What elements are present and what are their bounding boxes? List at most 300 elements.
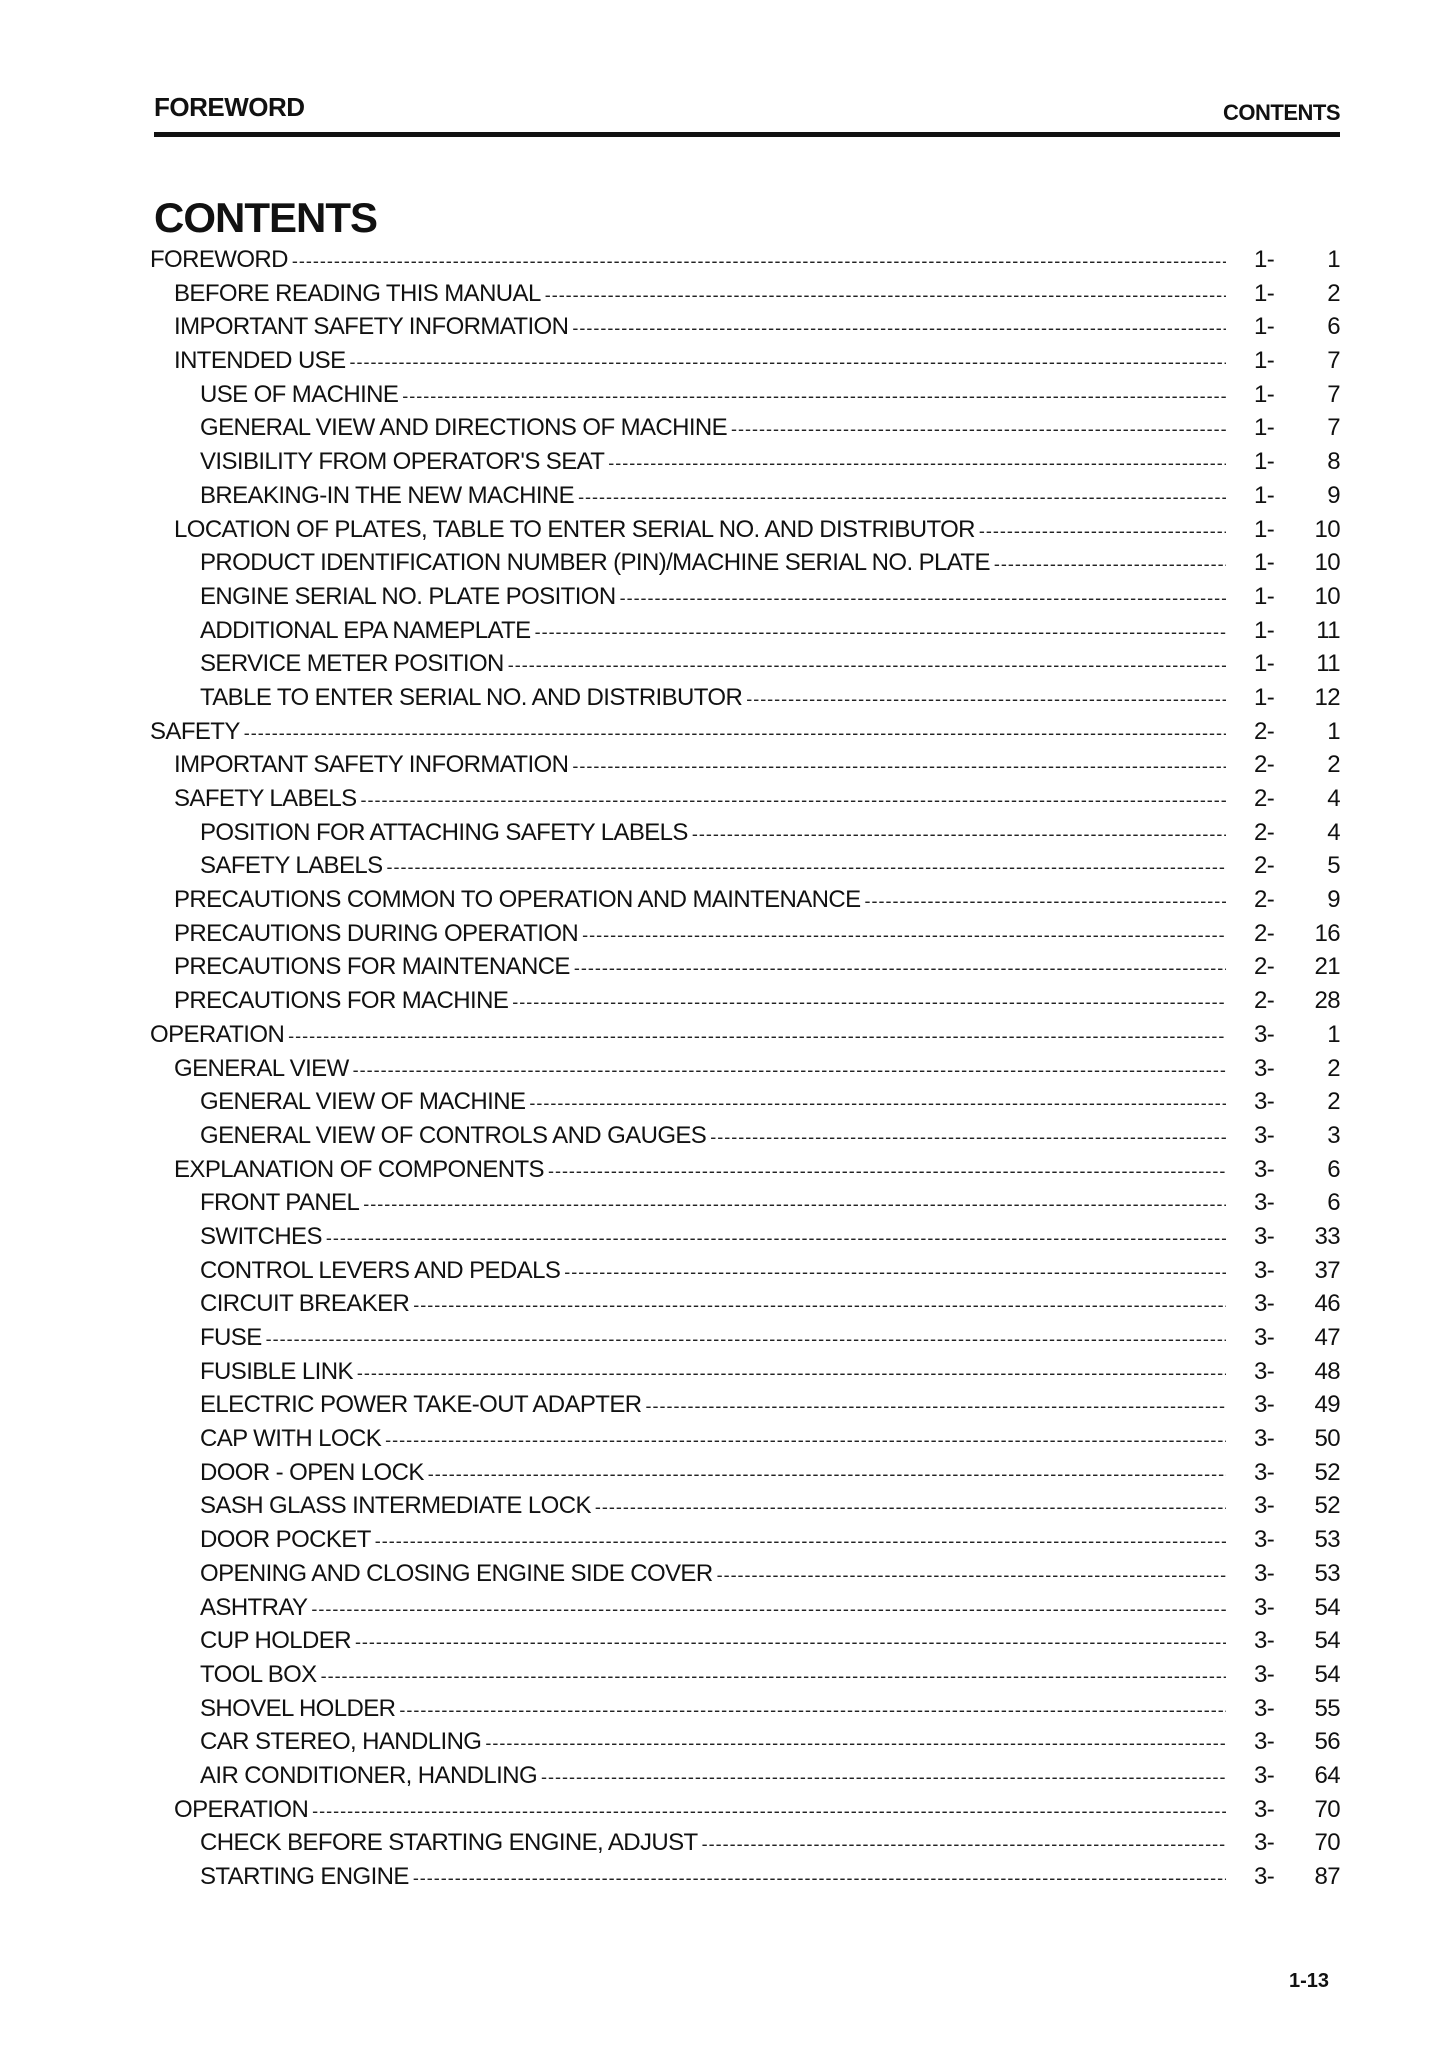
toc-entry[interactable] xyxy=(150,1692,1340,1726)
toc-entry-title: VISIBILITY FROM OPERATOR'S SEAT xyxy=(200,448,605,476)
toc-dot-leader xyxy=(710,1121,1226,1155)
toc-chapter-number: 3- xyxy=(1254,1391,1275,1419)
toc-dot-leader xyxy=(574,952,1226,986)
toc-page-number: 50 xyxy=(1314,1425,1340,1453)
toc-page-reference xyxy=(1230,647,1340,681)
toc-chapter-number: 2- xyxy=(1254,818,1275,846)
toc-chapter-number: 2- xyxy=(1254,852,1275,880)
toc-chapter-number: 1- xyxy=(1254,683,1275,711)
toc-page-reference xyxy=(1230,378,1340,412)
toc-dot-leader xyxy=(350,346,1227,380)
toc-entry[interactable] xyxy=(150,546,1340,580)
toc-chapter-number: 3- xyxy=(1254,1728,1275,1756)
toc-chapter-number: 1- xyxy=(1254,448,1275,476)
toc-page-number: 70 xyxy=(1314,1829,1340,1857)
toc-entry[interactable] xyxy=(150,1119,1340,1153)
toc-dot-leader xyxy=(385,1424,1226,1458)
toc-page-reference xyxy=(1230,782,1340,816)
toc-chapter-number: 1- xyxy=(1254,279,1275,307)
toc-page-reference xyxy=(1230,344,1340,378)
toc-dot-leader xyxy=(702,1828,1226,1862)
toc-entry[interactable] xyxy=(150,445,1340,479)
toc-page-reference xyxy=(1230,984,1340,1018)
toc-dot-leader xyxy=(361,784,1226,818)
toc-entry-title: SAFETY xyxy=(150,717,240,745)
toc-dot-leader xyxy=(535,616,1226,650)
toc-entry-title: FUSIBLE LINK xyxy=(200,1357,353,1385)
toc-page-reference xyxy=(1230,1860,1340,1894)
toc-page-reference xyxy=(1230,243,1340,277)
toc-entry[interactable] xyxy=(150,917,1340,951)
toc-page-reference xyxy=(1230,1422,1340,1456)
toc-page-reference xyxy=(1230,1085,1340,1119)
toc-page-reference xyxy=(1230,1692,1340,1726)
toc-entry-title: BEFORE READING THIS MANUAL xyxy=(174,279,541,307)
toc-dot-leader xyxy=(608,447,1226,481)
toc-dot-leader xyxy=(572,312,1226,346)
toc-dot-leader xyxy=(399,1694,1226,1728)
toc-page-number: 46 xyxy=(1314,1290,1340,1318)
toc-entry[interactable] xyxy=(150,715,1340,749)
toc-page-reference xyxy=(1230,1456,1340,1490)
toc-entry[interactable] xyxy=(150,1759,1340,1793)
toc-chapter-number: 2- xyxy=(1254,919,1275,947)
toc-dot-leader xyxy=(578,481,1226,515)
toc-entry[interactable] xyxy=(150,277,1340,311)
toc-chapter-number: 3- xyxy=(1254,1526,1275,1554)
toc-page-reference xyxy=(1230,1018,1340,1052)
toc-entry[interactable] xyxy=(150,1153,1340,1187)
toc-chapter-number: 3- xyxy=(1254,1121,1275,1149)
toc-entry[interactable] xyxy=(150,1489,1340,1523)
toc-page-reference xyxy=(1230,1658,1340,1692)
toc-dot-leader xyxy=(717,1559,1226,1593)
toc-chapter-number: 2- xyxy=(1254,717,1275,745)
toc-dot-leader xyxy=(428,1458,1226,1492)
toc-entry[interactable] xyxy=(150,1624,1340,1658)
toc-page-reference xyxy=(1230,1119,1340,1153)
toc-chapter-number: 3- xyxy=(1254,1593,1275,1621)
toc-page-number: 9 xyxy=(1327,481,1340,509)
toc-entry-title: SAFETY LABELS xyxy=(174,785,357,812)
toc-page-number: 12 xyxy=(1314,683,1340,711)
toc-chapter-number: 3- xyxy=(1254,1694,1275,1722)
toc-entry-title: IMPORTANT SAFETY INFORMATION xyxy=(174,751,569,779)
toc-dot-leader xyxy=(692,818,1226,852)
toc-page-number: 52 xyxy=(1314,1458,1340,1486)
page-header xyxy=(154,92,1340,132)
toc-chapter-number: 3- xyxy=(1254,1020,1275,1048)
toc-entry-title: PRODUCT IDENTIFICATION NUMBER (PIN)/MACHINE SERIAL NO. PLATE xyxy=(200,549,990,577)
toc-entry-title: OPERATION xyxy=(150,1020,285,1048)
toc-entry[interactable] xyxy=(150,344,1340,378)
toc-page-reference xyxy=(1230,950,1340,984)
toc-entry-title: ENGINE SERIAL NO. PLATE POSITION xyxy=(200,582,616,610)
toc-entry-title: CONTROL LEVERS AND PEDALS xyxy=(200,1256,561,1284)
toc-chapter-number: 3- xyxy=(1254,1425,1275,1453)
toc-page-number: 16 xyxy=(1314,919,1340,947)
toc-dot-leader xyxy=(508,649,1226,683)
toc-entry-title: STARTING ENGINE xyxy=(200,1863,409,1890)
toc-entry-title: IMPORTANT SAFETY INFORMATION xyxy=(174,313,569,341)
toc-entry[interactable] xyxy=(150,513,1340,547)
toc-entry-title: USE OF MACHINE xyxy=(200,380,399,408)
toc-entry-title: GENERAL VIEW OF MACHINE xyxy=(200,1088,526,1116)
toc-chapter-number: 1- xyxy=(1254,380,1275,408)
toc-entry-title: PRECAUTIONS DURING OPERATION xyxy=(174,919,579,947)
toc-entry-title: TABLE TO ENTER SERIAL NO. AND DISTRIBUTOR xyxy=(200,683,743,711)
toc-page-number: 10 xyxy=(1314,549,1340,577)
toc-dot-leader xyxy=(620,582,1226,616)
toc-chapter-number: 3- xyxy=(1254,1627,1275,1655)
toc-page-reference xyxy=(1230,1523,1340,1557)
toc-chapter-number: 3- xyxy=(1254,1189,1275,1217)
toc-page-reference xyxy=(1230,1186,1340,1220)
toc-page-reference xyxy=(1230,277,1340,311)
toc-chapter-number: 3- xyxy=(1254,1054,1275,1082)
toc-entry[interactable] xyxy=(150,1388,1340,1422)
toc-page-reference xyxy=(1230,917,1340,951)
toc-entry-title: GENERAL VIEW OF CONTROLS AND GAUGES xyxy=(200,1121,707,1149)
toc-dot-leader xyxy=(595,1491,1226,1525)
toc-chapter-number: 1- xyxy=(1254,616,1275,644)
toc-chapter-number: 3- xyxy=(1254,1660,1275,1688)
toc-page-reference xyxy=(1230,1355,1340,1389)
toc-page-reference xyxy=(1230,1254,1340,1288)
toc-page-reference xyxy=(1230,883,1340,917)
toc-chapter-number: 2- xyxy=(1254,785,1275,812)
toc-dot-leader xyxy=(564,1256,1226,1290)
toc-dot-leader xyxy=(545,279,1226,313)
toc-chapter-number: 1- xyxy=(1254,481,1275,509)
toc-dot-leader xyxy=(357,1357,1226,1391)
toc-page-number: 56 xyxy=(1314,1728,1340,1756)
toc-page-reference xyxy=(1230,1052,1340,1086)
toc-dot-leader xyxy=(266,1323,1226,1357)
toc-page-reference xyxy=(1230,1153,1340,1187)
toc-page-number: 4 xyxy=(1327,785,1340,812)
toc-entry-title: GENERAL VIEW xyxy=(174,1054,349,1082)
toc-dot-leader xyxy=(375,1525,1226,1559)
toc-entry-title: FOREWORD xyxy=(150,246,288,273)
toc-dot-leader xyxy=(355,1626,1226,1660)
toc-entry[interactable] xyxy=(150,1860,1340,1894)
toc-entry-title: BREAKING-IN THE NEW MACHINE xyxy=(200,481,575,509)
toc-entry[interactable] xyxy=(150,1052,1340,1086)
toc-entry[interactable] xyxy=(150,1591,1340,1625)
toc-chapter-number: 1- xyxy=(1254,347,1275,375)
toc-entry[interactable] xyxy=(150,614,1340,648)
toc-page-number: 53 xyxy=(1314,1526,1340,1554)
toc-page-number: 6 xyxy=(1327,1189,1340,1217)
toc-dot-leader xyxy=(746,683,1226,717)
toc-entry-title: SERVICE METER POSITION xyxy=(200,650,504,678)
toc-entry[interactable] xyxy=(150,1287,1340,1321)
toc-page-number: 55 xyxy=(1314,1694,1340,1722)
toc-entry-title: SASH GLASS INTERMEDIATE LOCK xyxy=(200,1492,591,1520)
toc-chapter-number: 1- xyxy=(1254,414,1275,442)
toc-page-number: 53 xyxy=(1314,1559,1340,1587)
toc-chapter-number: 1- xyxy=(1254,313,1275,341)
toc-entry[interactable] xyxy=(150,1186,1340,1220)
toc-entry-title: GENERAL VIEW AND DIRECTIONS OF MACHINE xyxy=(200,414,728,442)
toc-entry-title: DOOR POCKET xyxy=(200,1526,371,1554)
toc-page-reference xyxy=(1230,310,1340,344)
toc-entry[interactable] xyxy=(150,310,1340,344)
toc-page-number: 9 xyxy=(1327,886,1340,914)
toc-chapter-number: 3- xyxy=(1254,1492,1275,1520)
toc-entry[interactable] xyxy=(150,1018,1340,1052)
toc-entry-title: ELECTRIC POWER TAKE-OUT ADAPTER xyxy=(200,1391,642,1419)
toc-page-number: 3 xyxy=(1327,1121,1340,1149)
toc-entry-title: CUP HOLDER xyxy=(200,1627,351,1655)
toc-entry[interactable] xyxy=(150,883,1340,917)
header-chapter-title: CONTENTS xyxy=(1223,100,1340,125)
toc-page-number: 5 xyxy=(1327,852,1340,880)
toc-entry[interactable] xyxy=(150,816,1340,850)
toc-chapter-number: 3- xyxy=(1254,1290,1275,1318)
toc-page-number: 2 xyxy=(1327,751,1340,779)
page-number: 1-13 xyxy=(1288,1970,1329,1992)
toc-page-reference xyxy=(1230,1287,1340,1321)
toc-chapter-number: 3- xyxy=(1254,1357,1275,1385)
toc-dot-leader xyxy=(387,851,1226,885)
toc-entry-title: OPENING AND CLOSING ENGINE SIDE COVER xyxy=(200,1559,713,1587)
toc-page-reference xyxy=(1230,1591,1340,1625)
toc-entry[interactable] xyxy=(150,1220,1340,1254)
toc-chapter-number: 2- xyxy=(1254,886,1275,914)
toc-entry[interactable] xyxy=(150,479,1340,513)
toc-chapter-number: 1- xyxy=(1254,549,1275,577)
toc-entry-title: POSITION FOR ATTACHING SAFETY LABELS xyxy=(200,818,688,846)
toc-dot-leader xyxy=(402,380,1226,414)
toc-entry-title: SAFETY LABELS xyxy=(200,852,383,880)
toc-page-reference xyxy=(1230,445,1340,479)
toc-page-number: 11 xyxy=(1316,650,1340,678)
toc-entry-title: SWITCHES xyxy=(200,1222,322,1250)
toc-page-reference xyxy=(1230,715,1340,749)
toc-entry-title: TOOL BOX xyxy=(200,1660,317,1688)
toc-page-reference xyxy=(1230,1388,1340,1422)
toc-page-number: 47 xyxy=(1314,1324,1340,1351)
toc-entry-title: CAR STEREO, HANDLING xyxy=(200,1728,482,1756)
toc-page-reference xyxy=(1230,1725,1340,1759)
toc-page-reference xyxy=(1230,681,1340,715)
toc-page-reference xyxy=(1230,1220,1340,1254)
toc-entry[interactable] xyxy=(150,1422,1340,1456)
toc-page-number: 4 xyxy=(1327,818,1340,846)
toc-entry-title: ASHTRAY xyxy=(200,1593,308,1621)
toc-page-number: 48 xyxy=(1314,1357,1340,1385)
toc-chapter-number: 2- xyxy=(1254,751,1275,779)
toc-page-number: 6 xyxy=(1327,313,1340,341)
toc-entry[interactable] xyxy=(150,984,1340,1018)
toc-page-number: 54 xyxy=(1314,1660,1340,1688)
toc-entry[interactable] xyxy=(150,748,1340,782)
toc-page-number: 33 xyxy=(1314,1222,1340,1250)
toc-chapter-number: 3- xyxy=(1254,1324,1275,1351)
toc-page-number: 2 xyxy=(1327,279,1340,307)
toc-dot-leader xyxy=(353,1054,1226,1088)
toc-chapter-number: 3- xyxy=(1254,1222,1275,1250)
toc-page-number: 7 xyxy=(1327,380,1340,408)
toc-page-number: 37 xyxy=(1314,1256,1340,1284)
toc-dot-leader xyxy=(413,1289,1226,1323)
toc-page-number: 1 xyxy=(1327,1020,1340,1048)
toc-page-number: 11 xyxy=(1316,616,1340,644)
toc-page-number: 1 xyxy=(1327,246,1340,273)
toc-page-number: 87 xyxy=(1314,1863,1340,1890)
toc-entry[interactable] xyxy=(150,1254,1340,1288)
toc-dot-leader xyxy=(994,548,1226,582)
toc-entry[interactable] xyxy=(150,1725,1340,1759)
toc-entry[interactable] xyxy=(150,1085,1340,1119)
toc-dot-leader xyxy=(311,1593,1226,1627)
toc-entry[interactable] xyxy=(150,1793,1340,1827)
toc-dot-leader xyxy=(645,1390,1226,1424)
toc-page-reference xyxy=(1230,1489,1340,1523)
toc-page-number: 2 xyxy=(1327,1054,1340,1082)
toc-page-reference xyxy=(1230,1557,1340,1591)
toc-page-reference xyxy=(1230,1793,1340,1827)
toc-page-number: 21 xyxy=(1314,953,1340,981)
toc-page-reference xyxy=(1230,546,1340,580)
table-of-contents xyxy=(150,243,1340,1894)
toc-entry[interactable] xyxy=(150,950,1340,984)
toc-page-reference xyxy=(1230,1826,1340,1860)
header-divider xyxy=(154,132,1340,137)
toc-page-reference xyxy=(1230,614,1340,648)
toc-page-number: 7 xyxy=(1327,347,1340,375)
toc-dot-leader xyxy=(485,1727,1226,1761)
toc-dot-leader xyxy=(529,1087,1226,1121)
toc-dot-leader xyxy=(572,750,1226,784)
toc-chapter-number: 1- xyxy=(1254,582,1275,610)
toc-page-reference xyxy=(1230,1321,1340,1355)
toc-page-reference xyxy=(1230,849,1340,883)
toc-page-number: 10 xyxy=(1314,515,1340,543)
toc-chapter-number: 3- xyxy=(1254,1795,1275,1823)
toc-chapter-number: 1- xyxy=(1254,650,1275,678)
toc-entry-title: PRECAUTIONS FOR MAINTENANCE xyxy=(174,953,570,981)
toc-entry-title: LOCATION OF PLATES, TABLE TO ENTER SERIAL NO. AND DISTRIBUTOR xyxy=(174,515,975,543)
toc-dot-leader xyxy=(292,245,1226,279)
toc-entry[interactable] xyxy=(150,1826,1340,1860)
toc-entry-title: CAP WITH LOCK xyxy=(200,1425,382,1453)
toc-page-reference xyxy=(1230,1624,1340,1658)
toc-dot-leader xyxy=(731,413,1226,447)
toc-dot-leader xyxy=(326,1222,1226,1256)
toc-page-number: 28 xyxy=(1314,987,1340,1015)
toc-page-number: 1 xyxy=(1327,717,1340,745)
toc-page-number: 64 xyxy=(1314,1761,1340,1789)
toc-entry[interactable] xyxy=(150,647,1340,681)
toc-dot-leader xyxy=(244,717,1226,751)
toc-page-number: 7 xyxy=(1327,414,1340,442)
toc-page-reference xyxy=(1230,513,1340,547)
toc-entry[interactable] xyxy=(150,243,1340,277)
toc-chapter-number: 3- xyxy=(1254,1155,1275,1183)
toc-entry[interactable] xyxy=(150,411,1340,445)
toc-page-reference xyxy=(1230,580,1340,614)
toc-entry-title: FRONT PANEL xyxy=(200,1189,360,1217)
header-section-title: FOREWORD xyxy=(154,92,305,122)
toc-entry-title: CHECK BEFORE STARTING ENGINE, ADJUST xyxy=(200,1829,698,1857)
toc-dot-leader xyxy=(582,919,1226,953)
toc-page-number: 54 xyxy=(1314,1627,1340,1655)
toc-chapter-number: 3- xyxy=(1254,1829,1275,1857)
toc-entry[interactable] xyxy=(150,1557,1340,1591)
toc-entry[interactable] xyxy=(150,1355,1340,1389)
toc-entry-title: PRECAUTIONS FOR MACHINE xyxy=(174,987,509,1015)
toc-entry-title: INTENDED USE xyxy=(174,347,346,375)
toc-entry[interactable] xyxy=(150,1321,1340,1355)
toc-page-reference xyxy=(1230,748,1340,782)
toc-entry-title: PRECAUTIONS COMMON TO OPERATION AND MAINTENANCE xyxy=(174,886,861,914)
toc-chapter-number: 1- xyxy=(1254,515,1275,543)
toc-dot-leader xyxy=(321,1660,1226,1694)
toc-chapter-number: 2- xyxy=(1254,953,1275,981)
toc-entry[interactable] xyxy=(150,1658,1340,1692)
toc-chapter-number: 2- xyxy=(1254,987,1275,1015)
toc-page-number: 6 xyxy=(1327,1155,1340,1183)
toc-entry[interactable] xyxy=(150,1456,1340,1490)
toc-dot-leader xyxy=(548,1155,1226,1189)
toc-dot-leader xyxy=(288,1020,1226,1054)
toc-page-reference xyxy=(1230,411,1340,445)
toc-chapter-number: 3- xyxy=(1254,1458,1275,1486)
toc-chapter-number: 3- xyxy=(1254,1761,1275,1789)
toc-page-number: 52 xyxy=(1314,1492,1340,1520)
toc-page-reference xyxy=(1230,816,1340,850)
toc-dot-leader xyxy=(363,1188,1226,1222)
toc-entry-title: CIRCUIT BREAKER xyxy=(200,1290,410,1318)
toc-dot-leader xyxy=(865,885,1226,919)
toc-entry-title: SHOVEL HOLDER xyxy=(200,1694,396,1722)
toc-chapter-number: 3- xyxy=(1254,1088,1275,1116)
toc-entry-title: ADDITIONAL EPA NAMEPLATE xyxy=(200,616,531,644)
toc-entry[interactable] xyxy=(150,378,1340,412)
toc-entry[interactable] xyxy=(150,849,1340,883)
toc-entry[interactable] xyxy=(150,782,1340,816)
toc-entry[interactable] xyxy=(150,681,1340,715)
toc-entry-title: FUSE xyxy=(200,1324,262,1351)
page-title: CONTENTS xyxy=(154,194,377,241)
toc-chapter-number: 3- xyxy=(1254,1256,1275,1284)
toc-page-number: 49 xyxy=(1314,1391,1340,1419)
toc-dot-leader xyxy=(541,1761,1226,1795)
toc-dot-leader xyxy=(413,1862,1226,1896)
toc-entry-title: EXPLANATION OF COMPONENTS xyxy=(174,1155,544,1183)
toc-page-reference xyxy=(1230,479,1340,513)
toc-entry[interactable] xyxy=(150,1523,1340,1557)
toc-dot-leader xyxy=(312,1795,1226,1829)
toc-entry-title: AIR CONDITIONER, HANDLING xyxy=(200,1761,538,1789)
toc-chapter-number: 3- xyxy=(1254,1863,1275,1890)
toc-dot-leader xyxy=(512,986,1226,1020)
toc-entry[interactable] xyxy=(150,580,1340,614)
toc-page-reference xyxy=(1230,1759,1340,1793)
toc-chapter-number: 3- xyxy=(1254,1559,1275,1587)
toc-chapter-number: 1- xyxy=(1254,246,1275,273)
toc-entry-title: OPERATION xyxy=(174,1795,309,1823)
toc-page-number: 2 xyxy=(1327,1088,1340,1116)
toc-page-number: 10 xyxy=(1314,582,1340,610)
toc-page-number: 54 xyxy=(1314,1593,1340,1621)
toc-dot-leader xyxy=(979,515,1226,549)
toc-entry-title: DOOR - OPEN LOCK xyxy=(200,1458,424,1486)
toc-page-number: 8 xyxy=(1327,448,1340,476)
